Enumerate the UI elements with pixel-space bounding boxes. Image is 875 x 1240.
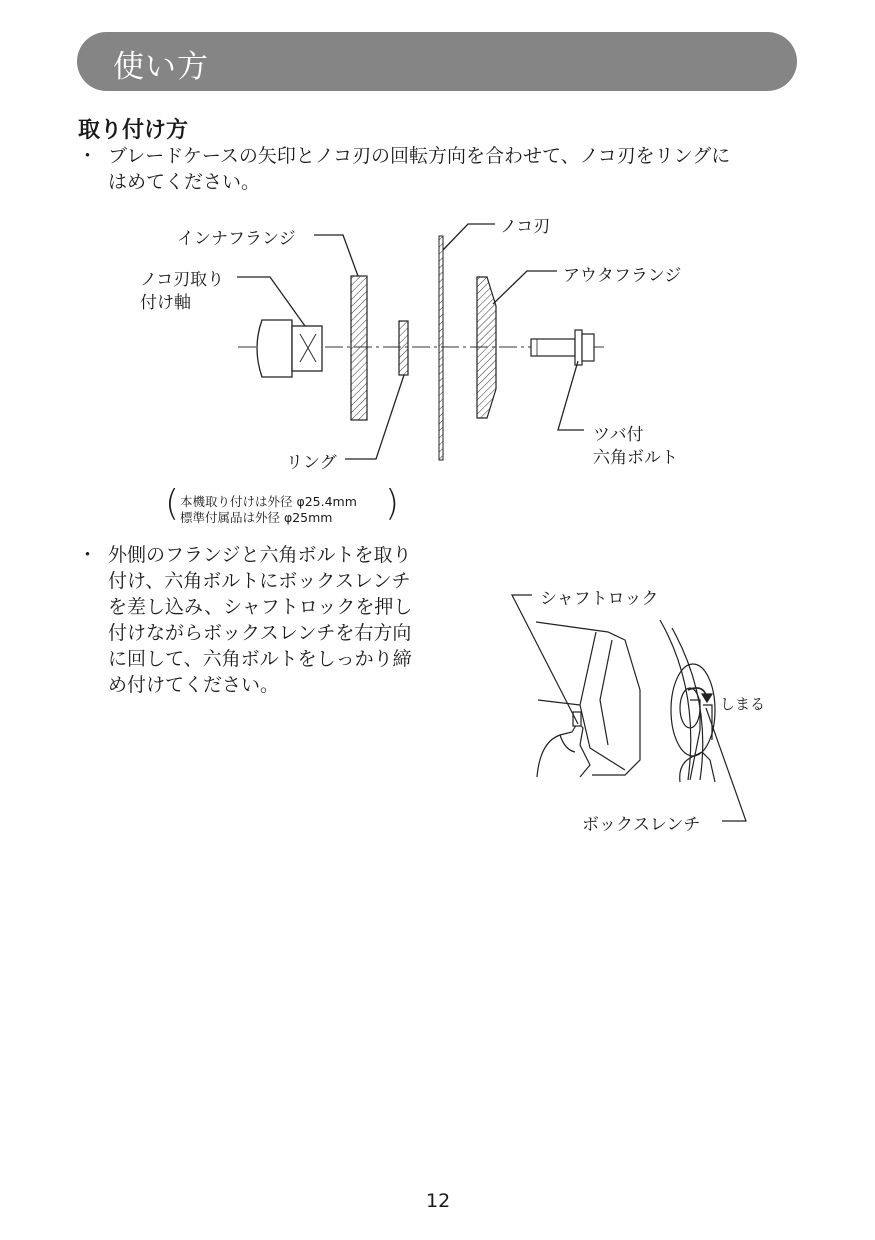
- blade-arc: [660, 620, 691, 780]
- bullet-2-line-4: 付けながらボックスレンチを右方向: [108, 622, 412, 644]
- label-bolt-line-2: 六角ボルト: [593, 448, 678, 468]
- right-hand: [680, 752, 715, 782]
- label-bolt-line-1: ツバ付: [593, 425, 644, 445]
- label-blade: ノコ刃: [500, 217, 551, 237]
- label-inner-flange: インナフランジ: [177, 229, 296, 249]
- label-shaft-lock: シャフトロック: [540, 589, 659, 609]
- bullet-1-line-2: はめてください。: [108, 171, 261, 193]
- bullet-mark: ・: [78, 544, 98, 566]
- spec-line-1: 本機取り付けは外径 φ25.4mm: [180, 494, 357, 509]
- box-wrench: [690, 700, 700, 780]
- bullet-2-line-1: 外側のフランジと六角ボルトを取り: [108, 544, 412, 566]
- spec-line-2: 標準付属品は外径 φ25mm: [180, 510, 333, 525]
- label-ring: リング: [286, 453, 337, 473]
- leader-box-wrench: [706, 708, 746, 821]
- bullet-2-line-2: 付け、六角ボルトにボックスレンチ: [108, 570, 411, 592]
- bullet-2-line-3: を差し込み、シャフトロックを押し: [108, 596, 413, 618]
- label-outer-flange: アウタフランジ: [563, 266, 682, 286]
- subsection-heading: 取り付け方: [78, 118, 189, 143]
- bullet-1-line-1: ブレードケースの矢印とノコ刃の回転方向を合わせて、ノコ刃をリングに: [108, 145, 731, 167]
- label-box-wrench: ボックスレンチ: [582, 815, 701, 835]
- blade-case-edge: [536, 622, 640, 775]
- bullet-2-line-6: め付けてください。: [108, 674, 280, 696]
- bullet-2-line-5: に回して、六角ボルトをしっかり締: [108, 648, 412, 670]
- spec-paren-close: ): [385, 483, 400, 524]
- banner-title: 使い方: [113, 49, 209, 85]
- leader-shaft-lock: [512, 595, 578, 724]
- spec-paren-open: (: [165, 483, 180, 524]
- label-shaft-line-2: 付け軸: [140, 293, 191, 313]
- left-hand: [537, 722, 590, 777]
- label-tighten: しまる: [720, 695, 766, 713]
- label-shaft-line-1: ノコ刃取り: [140, 270, 225, 290]
- page-number: 12: [426, 1190, 451, 1212]
- bullet-mark: ・: [78, 145, 98, 167]
